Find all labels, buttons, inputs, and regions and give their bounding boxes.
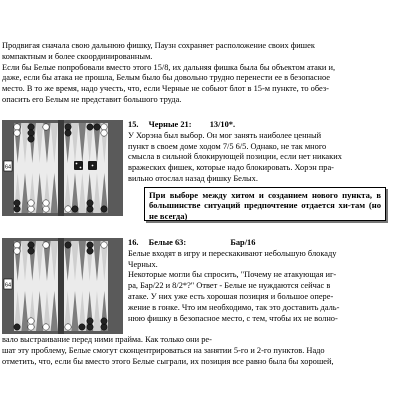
checker: [94, 124, 100, 130]
text-line: У Хорэна был выбор. Он мог занять наиболее ценный: [128, 130, 322, 140]
checker: [14, 200, 20, 206]
checker: [87, 206, 93, 212]
checker: [87, 200, 93, 206]
text-line: даже, если бы атака не прошла, Белым было бы довольно трудно перенести ее в безопасное: [2, 73, 330, 83]
checker: [28, 124, 34, 130]
text-line: Некоторые могли бы спросить, "Почему не атакующая иг-: [128, 270, 337, 280]
checker: [28, 324, 34, 330]
checker: [65, 206, 71, 212]
text-line: шат эту проблему, Белые смогут сконцентрироваться на занятии 5-го и 2-го пунктов. Надо: [2, 345, 325, 355]
text-line: отметить, что, если бы вместо этого Белые сыграли, их позиция все равно была бы хорошей,: [2, 356, 334, 366]
board-bar: [58, 120, 64, 216]
checker: [101, 206, 107, 212]
text-line: нюю фишку в безопасное место, с тем, чтобы их не волно-: [128, 313, 338, 323]
checker: [28, 206, 34, 212]
move-notation: Бар/16: [230, 238, 256, 247]
checker: [28, 242, 34, 248]
checker: [43, 200, 49, 206]
checker: [101, 324, 107, 330]
board-bar: [58, 238, 64, 334]
checker: [14, 124, 20, 130]
checker: [14, 206, 20, 212]
move-notation: 13/10*.: [209, 120, 236, 129]
text-line: вильно отослал назад фишку Белых.: [128, 173, 258, 183]
move-player: Черные 21:: [148, 120, 192, 129]
checker: [43, 124, 49, 130]
section-16-continuation: [2, 335, 398, 367]
checker: [43, 206, 49, 212]
text-line: ра, Бар/22 и 8/2*?" Ответ - Белые не нуждаются сейчас в: [128, 281, 331, 291]
checker: [87, 324, 93, 330]
text-line: Если бы Белые попробовали вместо этого 15/8, их дальняя фишка была бы объектом атаки и,: [2, 62, 336, 72]
section-16-full-lines: [2, 335, 398, 367]
section-15-heading: [128, 120, 396, 131]
board-left-half: [14, 241, 58, 331]
move-number: 16.: [128, 238, 139, 247]
checker: [87, 124, 93, 130]
die-pip: [76, 163, 78, 165]
checker: [87, 242, 93, 248]
checker: [72, 206, 78, 212]
doubling-cube-label: 64: [4, 164, 12, 171]
section-16: [128, 238, 396, 324]
text-line: смысла в сильной блокирующей позиции, если нет никаких: [128, 152, 342, 162]
text-line: вало выстраивание перед ними прайма. Как только они ре-: [2, 335, 212, 344]
checker: [65, 324, 71, 330]
section-15-body: [128, 131, 396, 185]
checker: [101, 318, 107, 324]
checker: [101, 130, 107, 136]
board-left-half: [14, 123, 58, 213]
intro-paragraph: [2, 41, 398, 106]
text-line: вражеских фишек, которые надо блокировать. Хорэн пра-: [128, 163, 334, 173]
backgammon-board-2: [2, 238, 123, 334]
checker: [28, 136, 34, 142]
checker: [101, 124, 107, 130]
text-line: пункт в своем доме ходом 7/5 6/5. Однако, не так много: [128, 141, 327, 151]
intro-lines: [2, 41, 398, 106]
move-number: 15.: [128, 120, 139, 129]
checker: [65, 124, 71, 130]
board-right-half: [64, 123, 108, 213]
section-16-body: [128, 249, 396, 325]
checker: [14, 248, 20, 254]
text-line: Черных.: [128, 259, 158, 269]
move-player: Белые 63:: [148, 238, 187, 247]
checker: [28, 318, 34, 324]
text-line: Белые входят в игру и перескакивают небольшую блокаду: [128, 248, 337, 258]
checker: [14, 242, 20, 248]
text-line: жение в гонке. Что им необходимо, так это доставить даль-: [128, 302, 340, 312]
checker: [79, 324, 85, 330]
checker: [87, 248, 93, 254]
section-16-heading: [128, 238, 396, 249]
board-right-half: [64, 241, 108, 331]
checker: [28, 200, 34, 206]
checker: [65, 130, 71, 136]
tip-box: При выборе между хитом и созданием нового пункта, в большинстве ситуаций предпочтение отдается хи-там (но не всегда): [144, 187, 386, 221]
checker: [65, 242, 71, 248]
text-line: место. В то же время, надо учесть, что, если Черные не собьют блот в 15-м пункте, то обез-: [2, 84, 329, 94]
section-15: [128, 120, 396, 185]
text-line: атаке. У них уже есть хорошая позиция и большое опере-: [128, 291, 334, 301]
checker: [43, 242, 49, 248]
backgammon-board-1: [2, 120, 123, 216]
doubling-cube-label: 64: [4, 282, 12, 289]
text-line: опасить его Белым не представит большого труда.: [2, 94, 182, 104]
checker: [87, 318, 93, 324]
checker: [28, 248, 34, 254]
die-pip: [92, 165, 94, 167]
checker: [28, 130, 34, 136]
checker: [14, 130, 20, 136]
die: [74, 161, 83, 170]
checker: [43, 324, 49, 330]
checker: [14, 324, 20, 330]
text-line: Продвигая сначала свою дальнюю фишку, Паузн сохраняет расположение своих фишек: [2, 41, 315, 50]
text-line: компактным и более скоординированным.: [2, 51, 153, 61]
checker: [101, 242, 107, 248]
die-pip: [80, 167, 82, 169]
